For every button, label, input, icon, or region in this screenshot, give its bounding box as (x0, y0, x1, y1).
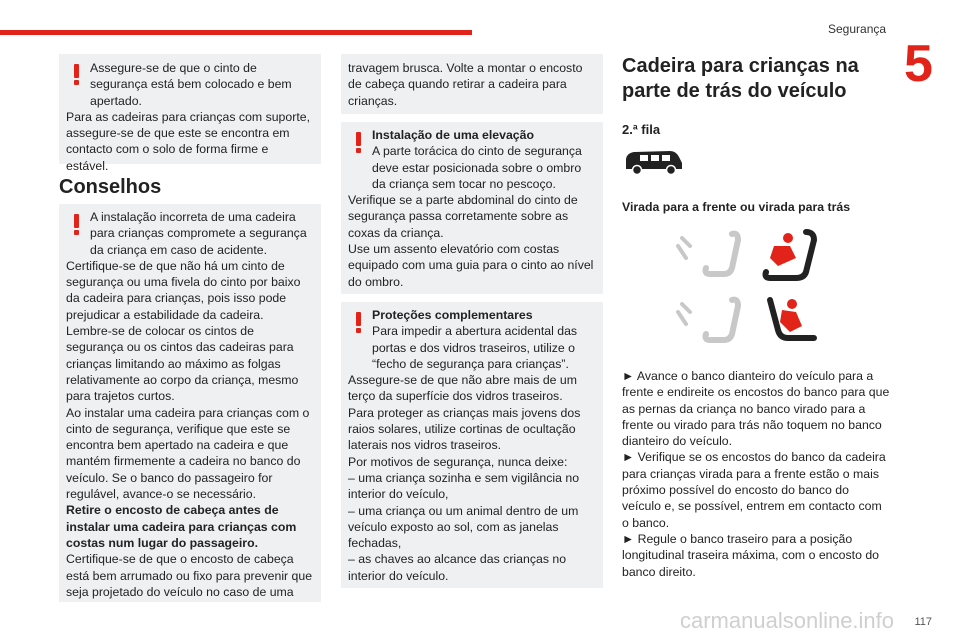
section-heading: Cadeira para crianças na parte de trás do veículo (622, 55, 859, 102)
paragraph: Certifique-se de que não há um cinto de segurança ou uma fivela do cinto por baixo da cadeira para crianças, pois isso pode prejudicar a estabilidade da cadeira. (66, 258, 301, 322)
paragraph: Certifique-se de que o encosto de cabeça está bem arrumado ou fixo para prevenir que seja projetado do veículo no caso de uma (66, 552, 313, 599)
paragraph: travagem brusca. Volte a montar o encosto de cabeça quando retirar a cadeira para crianças. (348, 61, 583, 108)
warning-box-advice (59, 204, 321, 602)
page-number: 117 (914, 616, 932, 628)
paragraph: Para proteger as crianças mais jovens dos raios solares, utilize cortinas de ocultação laterais nos vidros traseiros. (348, 405, 581, 453)
step-paragraph: ► Regule o banco traseiro para a posição longitudinal traseira máxima, com o encosto do banco direito. (622, 531, 879, 579)
chapter-number: 5 (904, 35, 933, 93)
paragraph: Assegure-se de que não abre mais de um terço da superfície dos vidros traseiros. (348, 373, 577, 404)
warning-icon (74, 64, 80, 85)
warning-text: A parte torácica do cinto de segurança deve estar posicionada sobre o ombro da criança sem tocar no pescoço. (372, 144, 582, 191)
rear-seat-section (622, 54, 890, 580)
forward-facing-seat-icon (670, 294, 820, 354)
orientation-label: Virada para a frente ou virada para trás (622, 200, 851, 214)
warning-text: Para as cadeiras para crianças com suporte, assegure-se de que este se encontra em contacto com o solo de forma firme e estável. (66, 109, 311, 173)
header-red-bar (0, 30, 472, 35)
section-title: Segurança (828, 22, 887, 36)
warning-title: Proteções complementares (372, 308, 533, 322)
paragraph: Por motivos de segurança, nunca deixe: (348, 454, 568, 469)
warning-box-booster (341, 122, 603, 294)
warning-icon (74, 214, 80, 235)
list-item: – uma criança sozinha e sem vigilância no interior do veículo, (348, 470, 580, 502)
list-item: – as chaves ao alcance das crianças no interior do veículo. (348, 552, 567, 583)
warning-text: Para impedir a abertura acidental das portas e dos vidros traseiros, utilize o “fecho de segurança para crianças”. (372, 324, 578, 371)
watermark: carmanualsonline.info (680, 608, 895, 633)
step-paragraph: ► Avance o banco dianteiro do veículo para a frente e endireite os encostos do banco para que as pernas da criança no banco virado para a frente ou virado para trás não toquem no banco dianteiro do veículo. (622, 369, 890, 449)
warning-text: Assegure-se de que o cinto de segurança está bem colocado e bem apertado. (90, 61, 292, 108)
warning-icon (356, 312, 362, 333)
continued-box (341, 54, 603, 114)
paragraph: Verifique se a parte abdominal do cinto de segurança passa corretamente sobre as coxas da criança. (348, 193, 578, 240)
warning-box-seatbelt (59, 54, 321, 173)
section-heading: Conselhos (59, 176, 162, 198)
warning-icon (356, 132, 362, 153)
paragraph: Use um assento elevatório com costas equipado com uma guia para o cinto ao nível do ombro. (348, 242, 594, 289)
paragraph: Lembre-se de colocar os cintos de segurança ou os cintos das cadeiras para crianças limitando ao máximo as folgas relativamente ao corpo da criança, mesmo para trajetos curtos. (66, 324, 299, 404)
rear-facing-seat-icon (670, 228, 820, 288)
step-paragraph: ► Verifique se os encostos do banco da cadeira para crianças virada para a frente estão o mais próximo possível do encosto do banco do veículo e, se possível, entrem em contacto com o banco. (622, 450, 886, 530)
paragraph-bold: Retire o encosto de cabeça antes de instalar uma cadeira para crianças com costas num lugar do passageiro. (66, 503, 297, 550)
warning-box-protection (341, 302, 603, 588)
paragraph: Ao instalar uma cadeira para crianças com o cinto de segurança, verifique que este se encontra bem apertado na cadeira e que mantém firmemente a cadeira no banco do veículo. Se o banco do passageiro for regulável, avance-o se necessário. (66, 405, 310, 502)
row-label: 2.ª fila (622, 122, 661, 137)
warning-text: A instalação incorreta de uma cadeira para crianças compromete a segurança da criança em caso de acidente. (90, 210, 307, 257)
list-item: – uma criança ou um animal dentro de um veículo exposto ao sol, com as janelas fechadas, (348, 503, 579, 551)
warning-title: Instalação de uma elevação (372, 128, 534, 142)
van-icon (622, 147, 684, 177)
